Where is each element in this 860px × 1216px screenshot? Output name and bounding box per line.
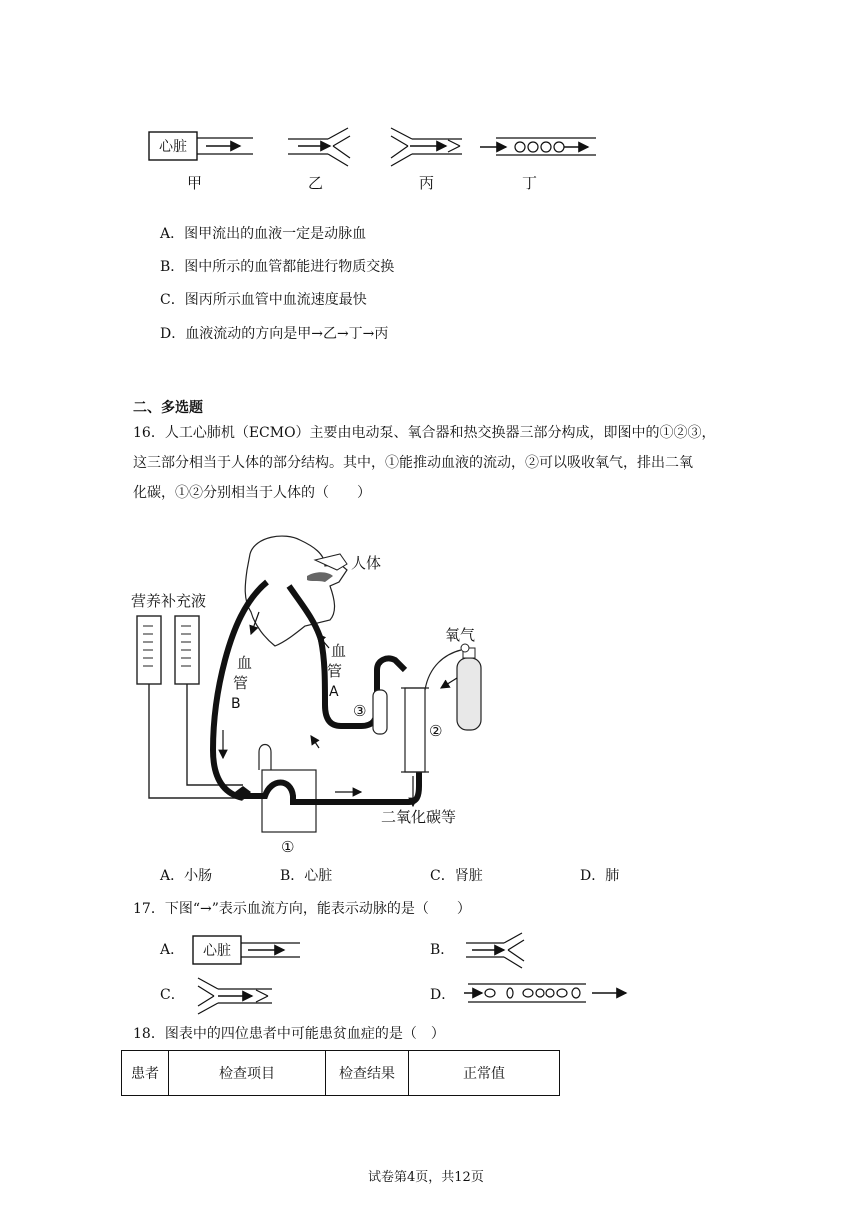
- q16-option-b[interactable]: B．心脏: [280, 868, 333, 884]
- q17-option-a-diagram[interactable]: [192, 930, 302, 970]
- header-patient: 患者: [122, 1051, 169, 1096]
- q16-line-3: 化碳，①②分别相当于人体的（ ）: [133, 485, 371, 501]
- vessel-a-char-3: A: [329, 684, 339, 700]
- vessel-diagram-top: [140, 120, 610, 200]
- vessel-b-char-3: B: [231, 696, 241, 712]
- q17-option-c-letter[interactable]: C．: [160, 987, 185, 1003]
- q17-option-d-letter[interactable]: D．: [430, 987, 456, 1003]
- header-item: 检查项目: [169, 1051, 326, 1096]
- oxygen-label: 氧气: [445, 626, 476, 644]
- q16-line-2: 这三部分相当于人体的部分结构。其中，①能推动血液的流动，②可以吸收氧气，排出二氧: [133, 455, 693, 471]
- q15-option-c[interactable]: C．图丙所示血管中血流速度最快: [160, 292, 367, 308]
- diagram-ding: [480, 138, 596, 155]
- mark-3: ③: [353, 702, 367, 720]
- label-ding: 丁: [522, 174, 538, 192]
- nutrient-label: 营养补充液: [131, 592, 207, 610]
- q16-text: [133, 418, 753, 508]
- heart-box-label: 心脏: [159, 139, 187, 155]
- human-label: 人体: [351, 554, 382, 572]
- q17-option-a-letter[interactable]: A．: [160, 942, 185, 958]
- q16-option-d[interactable]: D．肺: [580, 868, 620, 884]
- vessel-b-char-2: 管: [233, 674, 249, 692]
- diagram-yi: [288, 128, 350, 166]
- q17-option-b-letter[interactable]: B．: [430, 942, 455, 958]
- q16-option-c[interactable]: C．肾脏: [430, 868, 483, 884]
- diagram-jia: [149, 132, 253, 160]
- vessel-a-char-2: 管: [327, 662, 343, 680]
- q15-option-d[interactable]: D．血液流动的方向是甲→乙→丁→丙: [160, 326, 389, 342]
- co2-label: 二氧化碳等: [381, 808, 457, 826]
- vessel-b-char-1: 血: [237, 654, 253, 672]
- mark-2: ②: [429, 722, 443, 740]
- label-yi: 乙: [308, 174, 324, 192]
- q17-option-d-diagram[interactable]: [462, 978, 632, 1008]
- diagram-bing: [391, 128, 462, 166]
- vessel-a-char-1: 血: [331, 642, 347, 660]
- q17-option-b-diagram[interactable]: [464, 930, 534, 970]
- table-header-row: [122, 1051, 560, 1096]
- q16-option-a[interactable]: A．小肠: [160, 868, 213, 884]
- ecmo-diagram: [125, 530, 525, 860]
- label-jia: 甲: [187, 174, 203, 192]
- mark-1: ①: [281, 838, 295, 856]
- q15-option-a[interactable]: A．图甲流出的血液一定是动脉血: [160, 226, 367, 242]
- page-footer: 试卷第4页，共12页: [368, 1170, 484, 1185]
- q17-text: 17．下图“→”表示血流方向，能表示动脉的是（ ）: [133, 901, 471, 917]
- q17-option-c-diagram[interactable]: [196, 976, 276, 1016]
- header-normal: 正常值: [409, 1051, 560, 1096]
- oxygen-cylinder: [425, 644, 481, 730]
- section-title: 二、多选题: [133, 400, 203, 416]
- q15-option-b[interactable]: B．图中所示的血管都能进行物质交换: [160, 259, 395, 275]
- header-result: 检查结果: [326, 1051, 409, 1096]
- q18-text: 18．图表中的四位患者中可能患贫血症的是（ ）: [133, 1026, 445, 1042]
- q17-heart-label: 心脏: [203, 943, 231, 959]
- patient-table: [121, 1050, 560, 1096]
- label-bing: 丙: [419, 174, 435, 192]
- q16-line-1: 16．人工心肺机（ECMO）主要由电动泵、氧合器和热交换器三部分构成，即图中的①②③，: [133, 425, 716, 441]
